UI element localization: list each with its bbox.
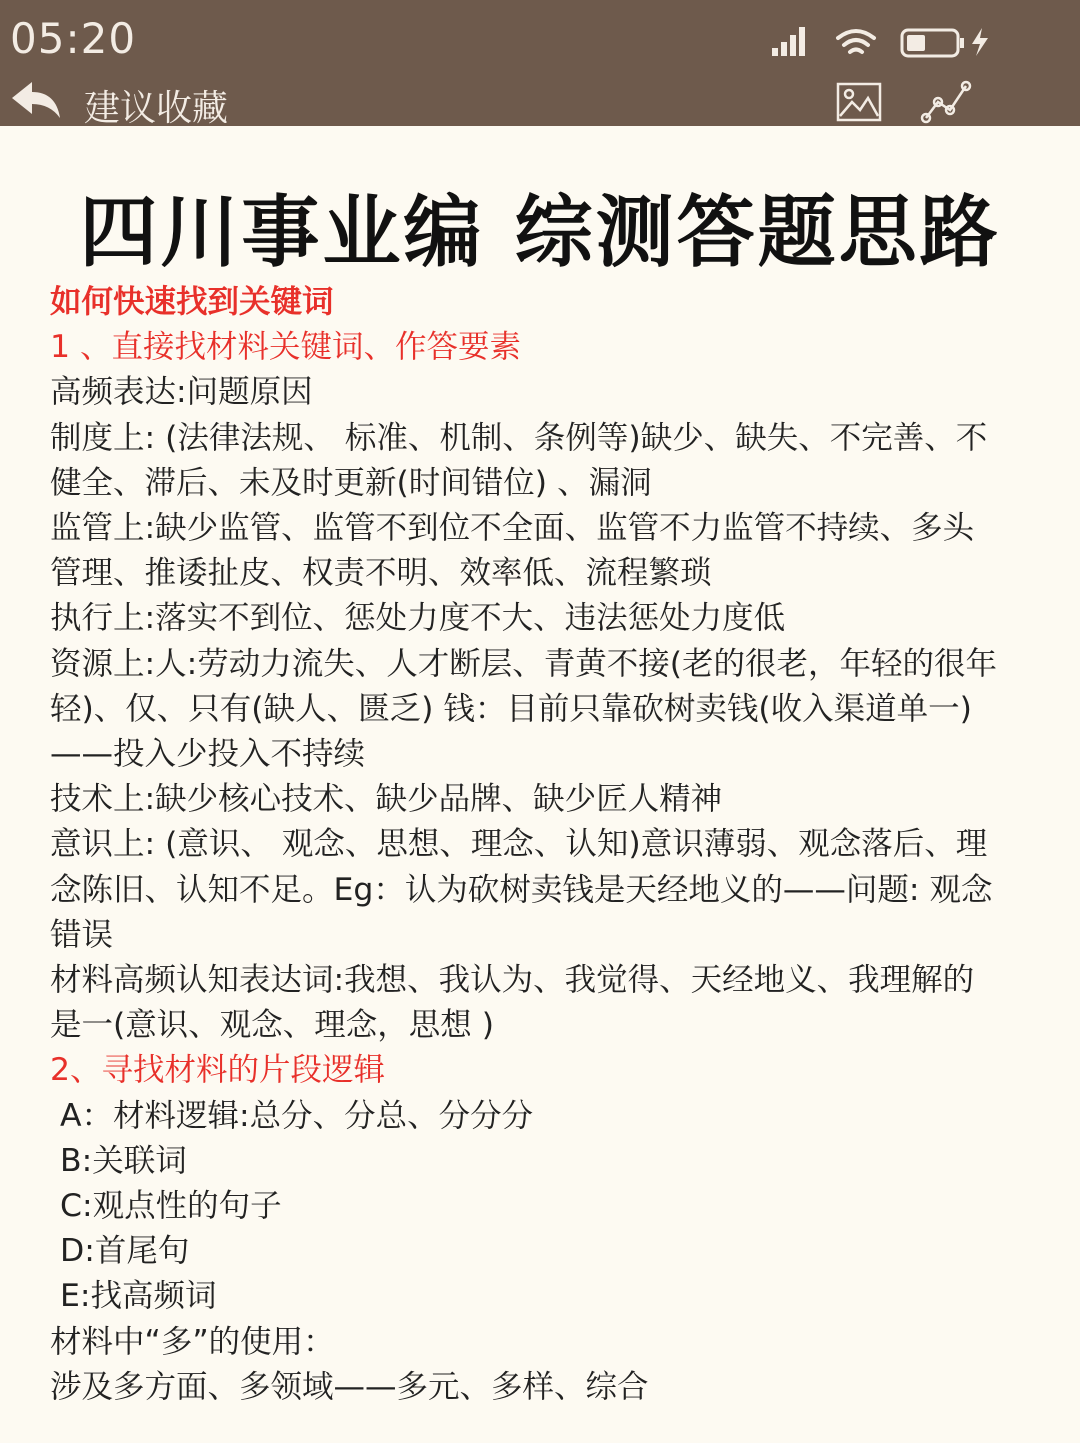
section-1-title: 1 、直接找材料关键词、作答要素 [50, 329, 522, 366]
battery-icon [902, 28, 988, 56]
signal-icon [772, 27, 805, 56]
text-line: 执行上:落实不到位、惩处力度不大、违法惩处力度低 [50, 600, 786, 637]
text-line: 涉及多方面、多领域——多元、多样、综合 [50, 1368, 649, 1405]
logic-item: A：材料逻辑:总分、分总、分分分 [60, 1097, 534, 1134]
text-line: 念陈旧、认知不足。Eg：认为砍树卖钱是天经地义的——问题: 观念 [50, 871, 993, 908]
document-body [50, 280, 1035, 1410]
text-line: 轻)、仅、只有(缺人、匮乏) 钱：目前只靠砍树卖钱(收入渠道单一) [50, 690, 972, 727]
wifi-icon [838, 31, 874, 52]
image-icon[interactable] [836, 82, 882, 122]
text-line: 是一(意识、观念、理念，思想 ) [50, 1007, 495, 1044]
logic-item: C:观点性的句子 [60, 1188, 282, 1225]
text-line: 管理、推诿扯皮、权责不明、效率低、流程繁琐 [50, 555, 712, 592]
text-line: 监管上:缺少监管、监管不到位不全面、监管不力监管不持续、多头 [50, 510, 975, 547]
text-line: ——投入少投入不持续 [50, 736, 366, 773]
logic-item: E:找高频词 [60, 1278, 217, 1315]
text-line: 资源上:人:劳动力流失、人才断层、青黄不接(老的很老，年轻的很年 [50, 645, 998, 682]
toolbar [0, 76, 1080, 129]
text-line: 材料中“多”的使用： [50, 1323, 335, 1360]
toolbar-title: 建议收藏 [84, 88, 229, 129]
text-line: 错误 [50, 916, 114, 953]
heading: 如何快速找到关键词 [50, 284, 334, 320]
status-bar [0, 0, 1080, 76]
back-arrow-icon[interactable] [8, 80, 64, 122]
text-line: 技术上:缺少核心技术、缺少品牌、缺少匠人精神 [50, 781, 723, 818]
page-title: 四川事业编 综测答题思路 [79, 188, 1001, 278]
logic-item: B:关联词 [60, 1142, 187, 1179]
status-icons [770, 22, 1010, 62]
status-time: 05:20 [10, 14, 137, 63]
logic-item: D:首尾句 [60, 1233, 190, 1270]
text-line: 制度上: (法律法规、 标准、机制、条例等)缺少、缺失、不完善、不 [50, 419, 988, 456]
text-line: 高频表达:问题原因 [50, 374, 313, 411]
section-2-title: 2、寻找材料的片段逻辑 [50, 1052, 386, 1089]
text-line: 意识上: (意识、 观念、思想、理念、认知)意识薄弱、观念落后、理 [50, 826, 988, 863]
text-line: 健全、滞后、未及时更新(时间错位) 、漏洞 [50, 464, 652, 501]
line-chart-icon[interactable] [920, 80, 974, 124]
text-line: 材料高频认知表达词:我想、我认为、我觉得、天经地义、我理解的 [50, 962, 975, 999]
